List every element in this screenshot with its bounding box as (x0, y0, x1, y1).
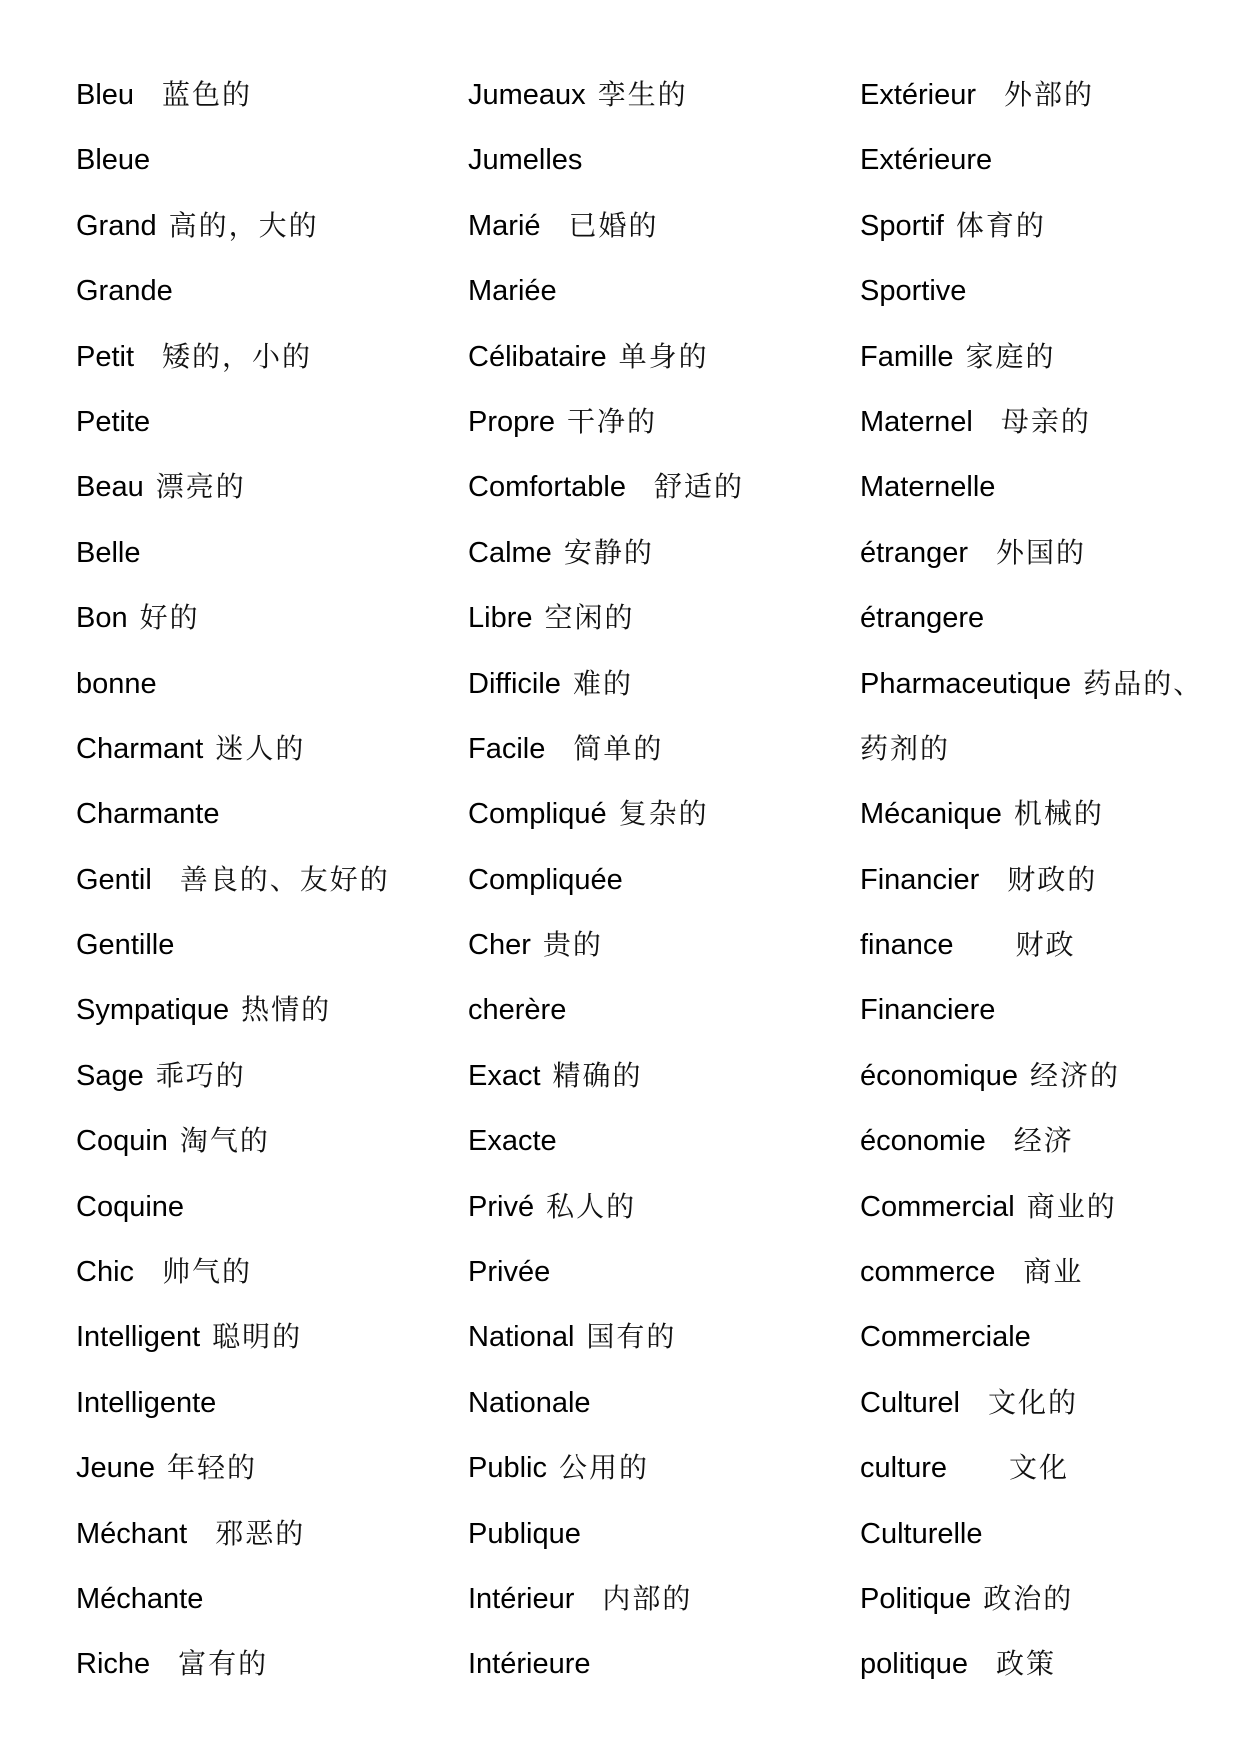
chinese-translation: 空闲的 (544, 601, 635, 635)
chinese-translation: 单身的 (618, 339, 709, 373)
chinese-translation: 国有的 (586, 1320, 677, 1354)
chinese-translation: 舒适的 (653, 470, 744, 504)
chinese-translation: 内部的 (602, 1581, 693, 1615)
vocab-entry (860, 585, 1240, 650)
french-word: Coquine (76, 1190, 185, 1223)
vocab-entry (468, 651, 848, 716)
vocab-entry (860, 127, 1240, 192)
vocab-entry (860, 520, 1240, 585)
chinese-translation: 干净的 (567, 404, 658, 438)
vocab-column-2 (468, 62, 848, 1697)
french-word: Jumeaux (468, 79, 586, 111)
french-word: étranger (860, 536, 969, 569)
french-word: Méchant (76, 1517, 188, 1550)
chinese-translation: 已婚的 (568, 208, 659, 242)
french-word: commerce (860, 1256, 996, 1289)
chinese-translation: 高的，大的 (168, 208, 319, 242)
french-word: Maternel (860, 405, 973, 438)
french-word: Intelligent (76, 1321, 201, 1354)
vocab-entry (860, 1631, 1240, 1696)
vocab-entry (76, 389, 456, 454)
vocab-entry (76, 1108, 456, 1173)
vocab-entry (76, 651, 456, 716)
french-word: Belle (76, 536, 141, 569)
french-word: Pharmaceutique (860, 667, 1072, 700)
french-word: Culturelle (860, 1517, 983, 1550)
french-word: Bleue (76, 144, 151, 177)
french-word: Extérieure (860, 144, 993, 177)
french-word: Comfortable (468, 471, 626, 504)
vocab-entry (468, 716, 848, 781)
vocab-entry (76, 1566, 456, 1631)
french-word: économique (860, 1059, 1018, 1092)
french-word: Jeune (76, 1452, 156, 1485)
chinese-translation: 精确的 (552, 1058, 643, 1092)
chinese-translation: 富有的 (178, 1647, 269, 1681)
french-word: bonne (76, 667, 157, 700)
vocab-entry (468, 520, 848, 585)
french-word: Grand (76, 209, 157, 242)
vocab-entry (468, 1304, 848, 1369)
vocab-entry (860, 389, 1240, 454)
french-word: Commercial (860, 1190, 1015, 1223)
french-word: Exacte (468, 1125, 557, 1158)
vocab-entry (76, 716, 456, 781)
vocab-entry (860, 62, 1240, 127)
vocab-entry (860, 258, 1240, 323)
vocab-entry (468, 1043, 848, 1108)
chinese-translation: 难的 (572, 666, 633, 700)
chinese-translation: 孪生的 (597, 78, 688, 111)
vocab-entry (860, 1370, 1240, 1435)
french-word: Mariée (468, 275, 557, 308)
vocab-entry (860, 651, 1240, 716)
chinese-translation: 政策 (996, 1647, 1057, 1681)
vocab-entry (76, 454, 456, 519)
french-word: Sympatique (76, 994, 230, 1027)
vocab-entry (860, 193, 1240, 258)
vocab-entry (468, 127, 848, 192)
chinese-translation: 药品的、 (1083, 666, 1204, 700)
vocab-entry (76, 912, 456, 977)
vocab-entry (468, 977, 848, 1042)
vocab-entry (468, 1435, 848, 1500)
vocab-entry (76, 1631, 456, 1696)
french-word: Extérieur (860, 79, 977, 111)
french-word: Mécanique (860, 798, 1002, 831)
vocab-entry (468, 1631, 848, 1696)
vocab-entry (76, 193, 456, 258)
chinese-translation: 药剂的 (860, 731, 951, 765)
chinese-translation: 文化 (1009, 1451, 1070, 1485)
chinese-translation: 外部的 (1004, 78, 1095, 111)
french-word: Charmant (76, 732, 204, 765)
chinese-translation: 母亲的 (1000, 404, 1091, 438)
vocab-entry (468, 324, 848, 389)
chinese-translation: 财政的 (1007, 862, 1098, 896)
french-word: Intérieur (468, 1582, 575, 1615)
french-word: Publique (468, 1517, 581, 1550)
vocab-entry (468, 1174, 848, 1239)
vocab-entry (468, 193, 848, 258)
french-word: Intérieure (468, 1648, 591, 1681)
french-word: politique (860, 1648, 969, 1681)
chinese-translation: 淘气的 (179, 1124, 270, 1158)
vocab-entry (468, 258, 848, 323)
vocab-entry (468, 1501, 848, 1566)
french-word: Sage (76, 1059, 144, 1092)
vocab-entry (468, 1239, 848, 1304)
chinese-translation: 贵的 (542, 928, 603, 962)
chinese-translation: 聪明的 (212, 1320, 303, 1354)
french-word: étrangere (860, 602, 985, 635)
french-word: économie (860, 1125, 986, 1158)
vocab-entry (76, 977, 456, 1042)
french-word: Bon (76, 602, 128, 635)
vocab-entry (76, 781, 456, 846)
french-word: Commerciale (860, 1321, 1031, 1354)
french-word: Financiere (860, 994, 996, 1027)
chinese-translation: 邪恶的 (215, 1516, 306, 1550)
vocab-column-3 (860, 62, 1240, 1697)
french-word: Libre (468, 602, 533, 635)
french-word: Difficile (468, 667, 561, 700)
vocab-entry (76, 520, 456, 585)
french-word: cherère (468, 994, 567, 1027)
french-word: Compliquée (468, 863, 623, 896)
vocab-entry (76, 62, 456, 127)
vocab-entry (468, 585, 848, 650)
vocab-entry (76, 1435, 456, 1500)
vocab-entry (76, 1370, 456, 1435)
french-word: Facile (468, 732, 546, 765)
chinese-translation: 简单的 (573, 731, 664, 765)
french-word: Célibataire (468, 340, 607, 373)
vocab-entry (468, 454, 848, 519)
vocab-entry (860, 912, 1240, 977)
vocab-entry (76, 324, 456, 389)
vocab-entry (468, 912, 848, 977)
french-word: Nationale (468, 1386, 591, 1419)
vocab-entry (860, 1239, 1240, 1304)
french-word: National (468, 1321, 575, 1354)
french-word: Chic (76, 1256, 135, 1289)
french-word: Privé (468, 1190, 535, 1223)
vocab-entry (860, 1304, 1240, 1369)
french-word: Méchante (76, 1582, 204, 1615)
vocab-entry (860, 716, 1240, 781)
vocab-entry (860, 1566, 1240, 1631)
vocab-entry (860, 847, 1240, 912)
vocab-entry (860, 1435, 1240, 1500)
vocab-entry (76, 1043, 456, 1108)
chinese-translation: 商业 (1023, 1255, 1084, 1289)
french-word: Intelligente (76, 1386, 217, 1419)
vocab-entry (76, 1239, 456, 1304)
vocab-entry (468, 389, 848, 454)
chinese-translation: 经济的 (1030, 1058, 1121, 1092)
chinese-translation: 体育的 (955, 208, 1046, 242)
chinese-translation: 文化的 (987, 1385, 1078, 1419)
vocab-entry (860, 1501, 1240, 1566)
vocab-entry (76, 847, 456, 912)
chinese-translation: 公用的 (559, 1451, 650, 1485)
french-word: Gentil (76, 863, 152, 896)
french-word: Bleu (76, 79, 135, 111)
vocab-entry (468, 1108, 848, 1173)
chinese-translation: 迷人的 (215, 731, 306, 765)
french-word: culture (860, 1452, 948, 1485)
vocab-entry (860, 1108, 1240, 1173)
chinese-translation: 商业的 (1026, 1189, 1117, 1223)
french-word: Jumelles (468, 144, 583, 177)
vocab-entry (468, 847, 848, 912)
chinese-translation: 热情的 (241, 993, 332, 1027)
french-word: Cher (468, 929, 531, 962)
vocab-entry (860, 1043, 1240, 1108)
vocab-entry (860, 977, 1240, 1042)
french-word: Public (468, 1452, 547, 1485)
french-word: Beau (76, 471, 144, 504)
vocab-entry (76, 1174, 456, 1239)
french-word: Propre (468, 405, 556, 438)
chinese-translation: 乖巧的 (155, 1058, 246, 1092)
french-word: Sportif (860, 209, 944, 242)
vocab-entry (860, 781, 1240, 846)
vocab-entry (468, 781, 848, 846)
french-word: Petit (76, 340, 135, 373)
chinese-translation: 外国的 (996, 535, 1087, 569)
vocab-entry (860, 324, 1240, 389)
french-word: Famille (860, 340, 954, 373)
french-word: Coquin (76, 1125, 168, 1158)
french-word: Privée (468, 1256, 551, 1289)
vocab-entry (76, 585, 456, 650)
chinese-translation: 复杂的 (618, 797, 709, 831)
chinese-translation: 年轻的 (167, 1451, 258, 1485)
vocab-entry (468, 62, 848, 127)
vocab-entry (860, 1174, 1240, 1239)
chinese-translation: 机械的 (1013, 797, 1104, 831)
chinese-translation: 私人的 (546, 1189, 637, 1223)
vocab-column-1 (76, 62, 456, 1697)
chinese-translation: 帅气的 (162, 1255, 253, 1289)
chinese-translation: 善良的、友好的 (179, 862, 390, 896)
vocab-entry (76, 258, 456, 323)
chinese-translation: 安静的 (563, 535, 654, 569)
vocab-entry (76, 1501, 456, 1566)
french-word: Riche (76, 1648, 151, 1681)
vocab-entry (76, 127, 456, 192)
french-word: Culturel (860, 1386, 960, 1419)
french-word: Politique (860, 1582, 972, 1615)
chinese-translation: 家庭的 (965, 339, 1056, 373)
chinese-translation: 漂亮的 (155, 470, 246, 504)
french-word: Financier (860, 863, 980, 896)
french-word: finance (860, 929, 954, 962)
chinese-translation: 经济 (1013, 1124, 1074, 1158)
french-word: Gentille (76, 929, 175, 962)
french-word: Exact (468, 1059, 541, 1092)
chinese-translation: 政治的 (983, 1581, 1074, 1615)
chinese-translation: 蓝色的 (162, 78, 253, 111)
french-word: Marié (468, 209, 541, 242)
chinese-translation: 好的 (139, 601, 200, 635)
french-word: Sportive (860, 275, 967, 308)
chinese-translation: 矮的，小的 (162, 339, 313, 373)
french-word: Calme (468, 536, 552, 569)
chinese-translation: 财政 (1015, 928, 1076, 962)
vocab-entry (468, 1370, 848, 1435)
vocab-entry (860, 454, 1240, 519)
french-word: Maternelle (860, 471, 996, 504)
vocab-entry (468, 1566, 848, 1631)
french-word: Compliqué (468, 798, 607, 831)
french-word: Petite (76, 405, 151, 438)
french-word: Charmante (76, 798, 220, 831)
french-word: Grande (76, 275, 173, 308)
vocab-entry (76, 1304, 456, 1369)
